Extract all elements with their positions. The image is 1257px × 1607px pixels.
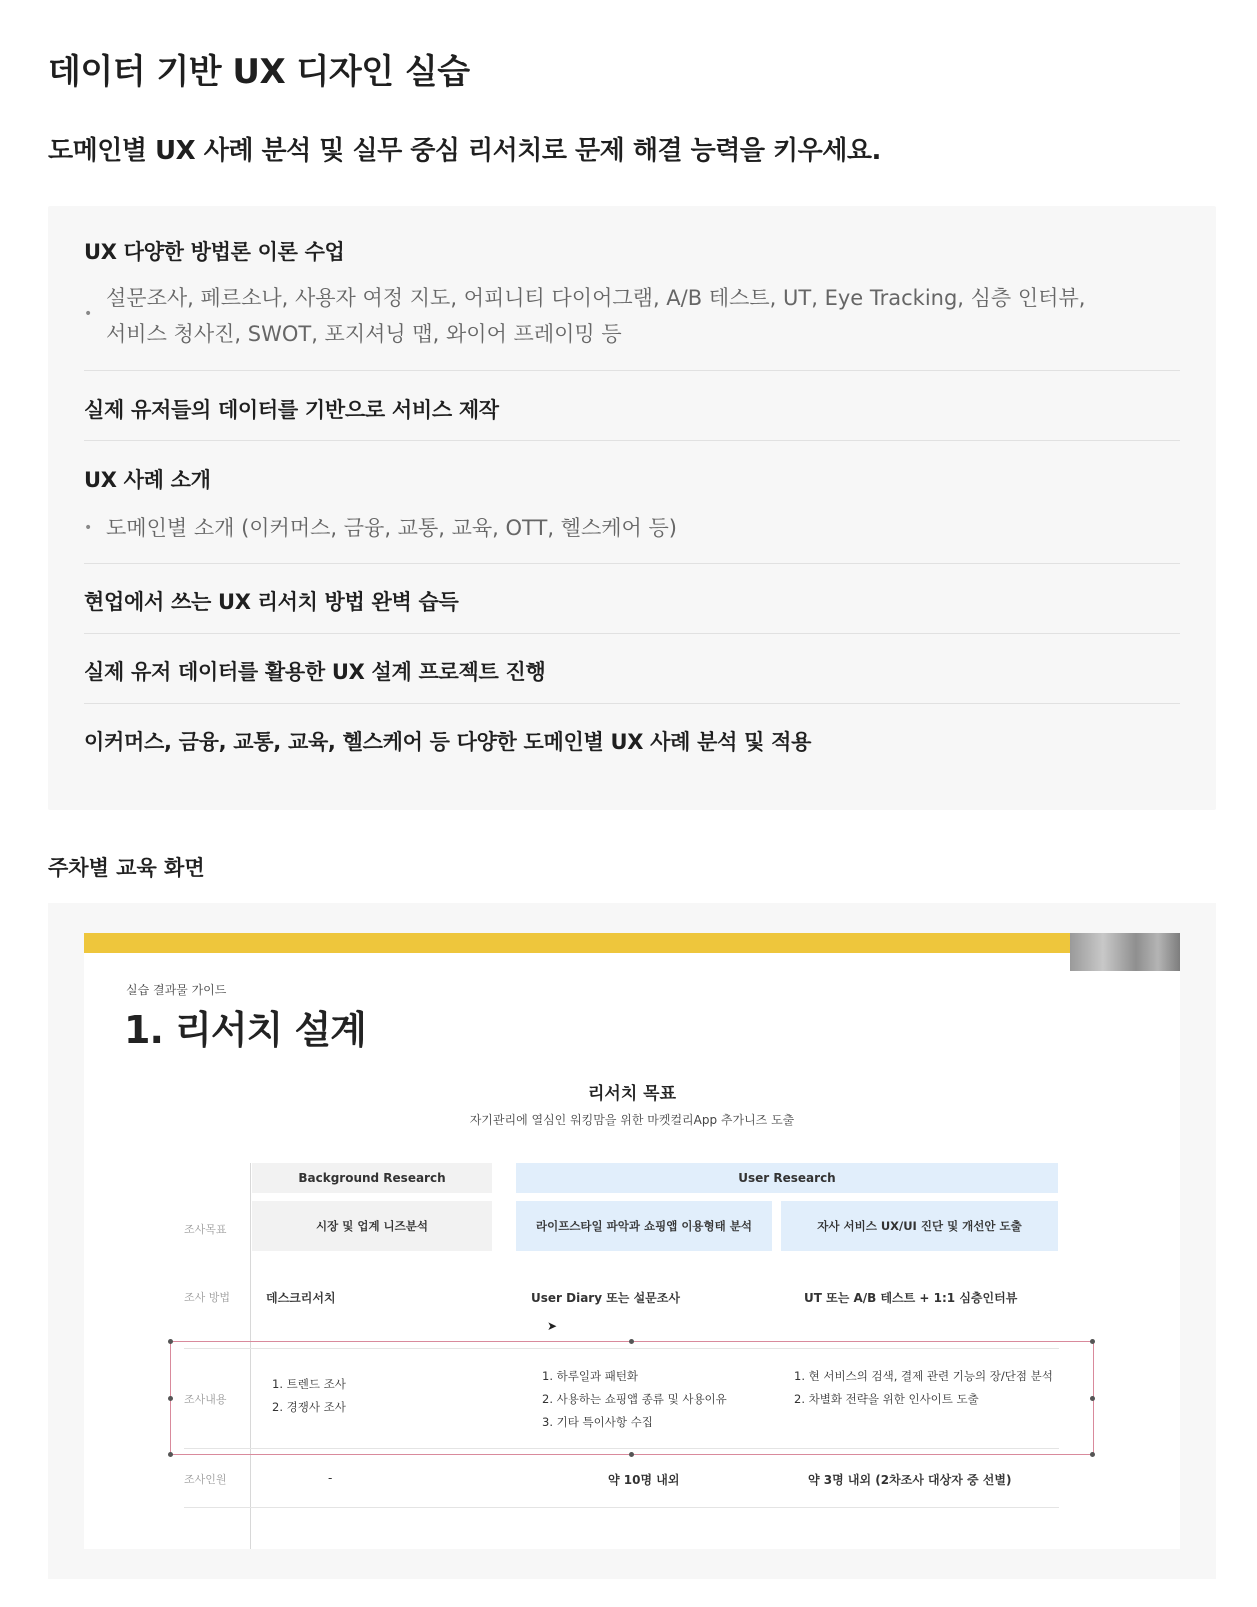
divider — [84, 563, 1180, 564]
method-user-1: User Diary 또는 설문조사 — [531, 1291, 680, 1305]
curriculum-item-title: 이커머스, 금융, 교통, 교육, 헬스케어 등 다양한 도메인별 UX 사례 분석 및 적용 — [84, 730, 812, 754]
curriculum-bullet — [84, 280, 1180, 352]
list-item: 2. 경쟁사 조사 — [272, 1400, 346, 1414]
curriculum-item — [84, 464, 1180, 546]
divider — [84, 370, 1180, 371]
curriculum-bullet — [84, 510, 1180, 546]
page-title: 데이터 기반 UX 디자인 실습 — [48, 52, 470, 92]
slide-guide-label: 실습 결과물 가이드 — [126, 983, 227, 997]
curriculum-item-title: 실제 유저 데이터를 활용한 UX 설계 프로젝트 진행 — [84, 660, 546, 684]
method-background: 데스크리서치 — [266, 1291, 336, 1305]
curriculum-item-title: 실제 유저들의 데이터를 기반으로 서비스 제작 — [84, 398, 499, 422]
selection-handle[interactable] — [168, 1339, 173, 1344]
slide — [84, 933, 1180, 1549]
webcam-thumbnail — [1070, 933, 1180, 971]
goal-user-1: 라이프스타일 파악과 쇼핑앱 이용형태 분석 — [516, 1201, 772, 1251]
method-user-2: UT 또는 A/B 테스트 + 1:1 심층인터뷰 — [804, 1291, 1018, 1305]
list-item: 2. 사용하는 쇼핑앱 종류 및 사용이유 — [542, 1392, 727, 1406]
row-label-people: 조사인원 — [184, 1473, 227, 1486]
curriculum-item — [84, 656, 1180, 686]
row-label-goal: 조사목표 — [184, 1223, 227, 1236]
header-background-research: Background Research — [252, 1163, 492, 1193]
curriculum-panel — [48, 206, 1216, 810]
list-item: 2. 차별화 전략을 위한 인사이트 도출 — [794, 1392, 979, 1406]
selection-handle[interactable] — [1090, 1452, 1095, 1457]
selection-handle[interactable] — [629, 1339, 634, 1344]
curriculum-item-title: UX 사례 소개 — [84, 468, 211, 492]
curriculum-item — [84, 586, 1180, 616]
bullet-dot-icon: • — [84, 520, 93, 536]
curriculum-item — [84, 394, 1180, 424]
bullet-dot-icon: • — [84, 306, 93, 322]
divider — [84, 703, 1180, 704]
list-item: 1. 하루일과 패턴화 — [542, 1369, 639, 1383]
people-user-2: 약 3명 내외 (2차조사 대상자 중 선별) — [808, 1473, 1012, 1487]
header-user-research: User Research — [516, 1163, 1058, 1193]
row-label-method: 조사 방법 — [184, 1291, 231, 1304]
selection-handle[interactable] — [168, 1396, 173, 1401]
mouse-cursor-icon: ➤ — [547, 1319, 558, 1333]
selection-handle[interactable] — [168, 1452, 173, 1457]
row-label-content: 조사내용 — [184, 1393, 227, 1406]
curriculum-item — [84, 726, 1180, 756]
list-item: 1. 현 서비스의 검색, 결제 관련 기능의 장/단점 분석 — [794, 1369, 1053, 1383]
curriculum-item-title: UX 다양한 방법론 이론 수업 — [84, 240, 345, 264]
selection-handle[interactable] — [1090, 1339, 1095, 1344]
goal-user-2: 자사 서비스 UX/UI 진단 및 개선안 도출 — [781, 1201, 1058, 1251]
page-subtitle: 도메인별 UX 사례 분석 및 실무 중심 리서치로 문제 해결 능력을 키우세요. — [48, 136, 881, 166]
people-user-1: 약 10명 내외 — [608, 1473, 680, 1487]
slide-top-bar — [84, 933, 1084, 953]
divider — [84, 440, 1180, 441]
divider — [84, 633, 1180, 634]
slide-heading: 1. 리서치 설계 — [124, 1008, 366, 1052]
curriculum-bullet-text: 설문조사, 페르소나, 사용자 여정 지도, 어피니티 다이어그램, A/B 테스트, UT, Eye Tracking, 심층 인터뷰, — [106, 286, 1086, 310]
weekly-screenshot-frame — [48, 903, 1216, 1579]
selection-handle[interactable] — [629, 1452, 634, 1457]
goal-background: 시장 및 업계 니즈분석 — [252, 1201, 492, 1251]
curriculum-bullet-text-line2: 서비스 청사진, SWOT, 포지셔닝 맵, 와이어 프레이밍 등 — [106, 322, 622, 346]
research-goal-title: 리서치 목표 — [587, 1084, 677, 1104]
table-row-divider — [184, 1507, 1059, 1508]
curriculum-item-title: 현업에서 쓰는 UX 리서치 방법 완벽 습득 — [84, 590, 459, 614]
people-background: - — [328, 1471, 333, 1485]
list-item: 3. 기타 특이사항 수집 — [542, 1415, 653, 1429]
research-goal-subtitle: 자기관리에 열심인 워킹맘을 위한 마켓컬리App 추가니즈 도출 — [469, 1113, 795, 1127]
selection-handle[interactable] — [1090, 1396, 1095, 1401]
curriculum-item — [84, 236, 1180, 352]
weekly-section-label: 주차별 교육 화면 — [48, 856, 205, 880]
selection-box[interactable] — [170, 1341, 1094, 1455]
curriculum-bullet-text: 도메인별 소개 (이커머스, 금융, 교통, 교육, OTT, 헬스케어 등) — [106, 516, 677, 540]
list-item: 1. 트렌드 조사 — [272, 1377, 346, 1391]
